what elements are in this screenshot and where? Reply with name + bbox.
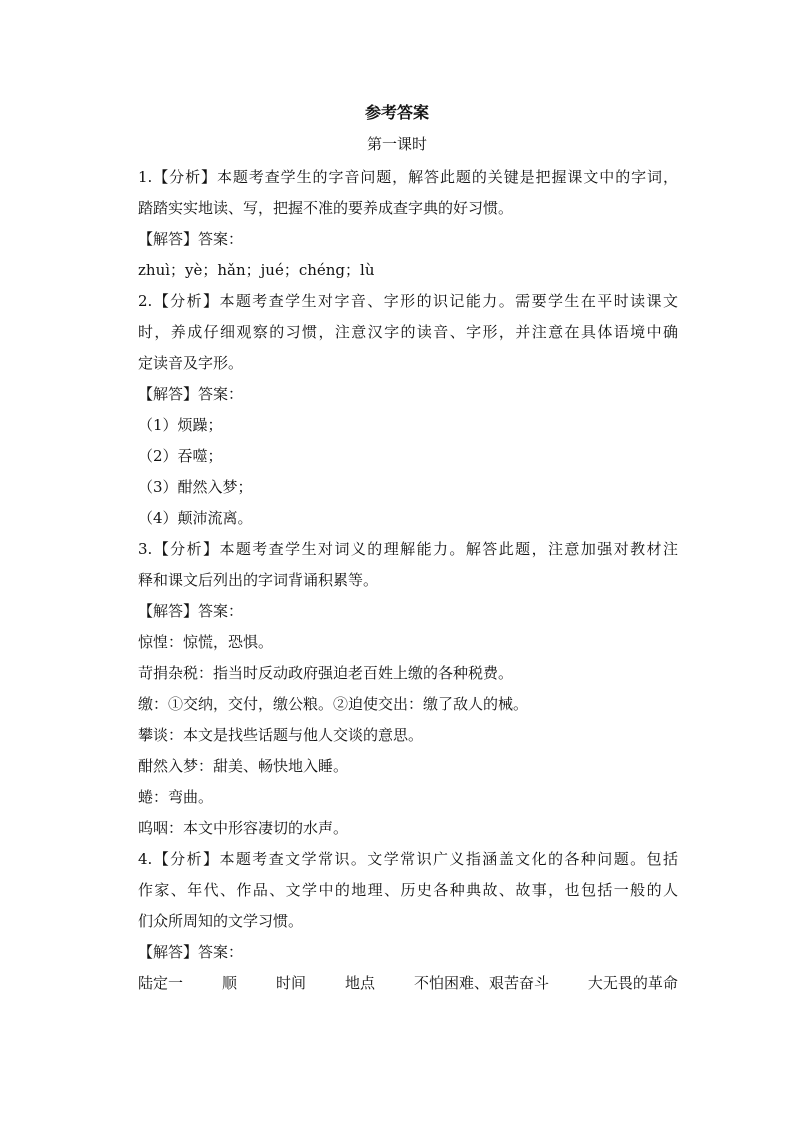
q3-definition: 苛捐杂税：指当时反动政府强迫老百姓上缴的各种税费。 [138,664,514,682]
q2-answer-item: （4）颠沛流离。 [138,509,253,527]
q2-answer-heading: 【解答】答案： [138,385,244,403]
q2-answer-item: （2）吞噬； [138,447,223,465]
q1-analysis-line2: 踏踏实实地读、写，把握不准的要养成查字典的好习惯。 [138,199,514,217]
q4-answer-row [138,971,678,995]
q2-analysis-line3: 定读音及字形。 [138,354,244,372]
q4-analysis-line3: 们众所周知的文学习惯。 [138,912,304,930]
q3-definition: 攀谈：本文是找些话题与他人交谈的意思。 [138,726,424,744]
q1-answer-heading: 【解答】答案： [138,230,244,248]
q3-definition: 缴：①交纳，交付，缴公粮。②迫使交出：缴了敌人的械。 [138,695,529,713]
q3-analysis-line2: 释和课文后列出的字词背诵积累等。 [138,571,379,589]
q1-answer-pinyin: zhuì；yè；hǎn；jué；chéng；lù [138,261,375,279]
q3-definition: 惊惶：惊慌，恐惧。 [138,633,274,651]
q3-analysis-line1: 3.【分析】本题考查学生对词义的理解能力。解答此题，注意加强对教材注 [138,540,678,558]
q3-definition: 蜷：弯曲。 [138,788,214,806]
answer-blank: 地点 [344,974,375,992]
answer-blank: 时间 [275,974,306,992]
answer-blank: 大无畏的革命 [587,974,678,992]
document-title: 参考答案 [364,103,429,122]
q2-answer-item: （3）酣然入梦； [138,478,253,496]
answer-blank: 顺 [221,974,237,992]
q3-definition: 酣然入梦：甜美、畅快地入睡。 [138,757,349,775]
q3-answer-heading: 【解答】答案： [138,602,244,620]
q4-analysis-line2: 作家、年代、作品、文学中的地理、历史各种典故、故事，也包括一般的人 [138,881,678,899]
q1-analysis-line1: 1.【分析】本题考查学生的字音问题，解答此题的关键是把握课文中的字词， [138,168,678,186]
q3-definition: 呜咽：本文中形容凄切的水声。 [138,819,349,837]
q2-answer-item: （1）烦躁； [138,416,223,434]
answer-blank: 陆定一 [138,974,184,992]
q2-analysis-line1: 2.【分析】本题考查学生对字音、字形的识记能力。需要学生在平时读课文 [138,292,678,310]
q2-analysis-line2: 时，养成仔细观察的习惯，注意汉字的读音、字形，并注意在具体语境中确 [138,323,678,341]
answer-blank: 不怕困难、艰苦奋斗 [413,974,549,992]
q4-analysis-line1: 4.【分析】本题考查文学常识。文学常识广义指涵盖文化的各种问题。包括 [138,850,678,868]
q4-answer-heading: 【解答】答案： [138,943,244,961]
lesson-subtitle: 第一课时 [366,135,427,153]
